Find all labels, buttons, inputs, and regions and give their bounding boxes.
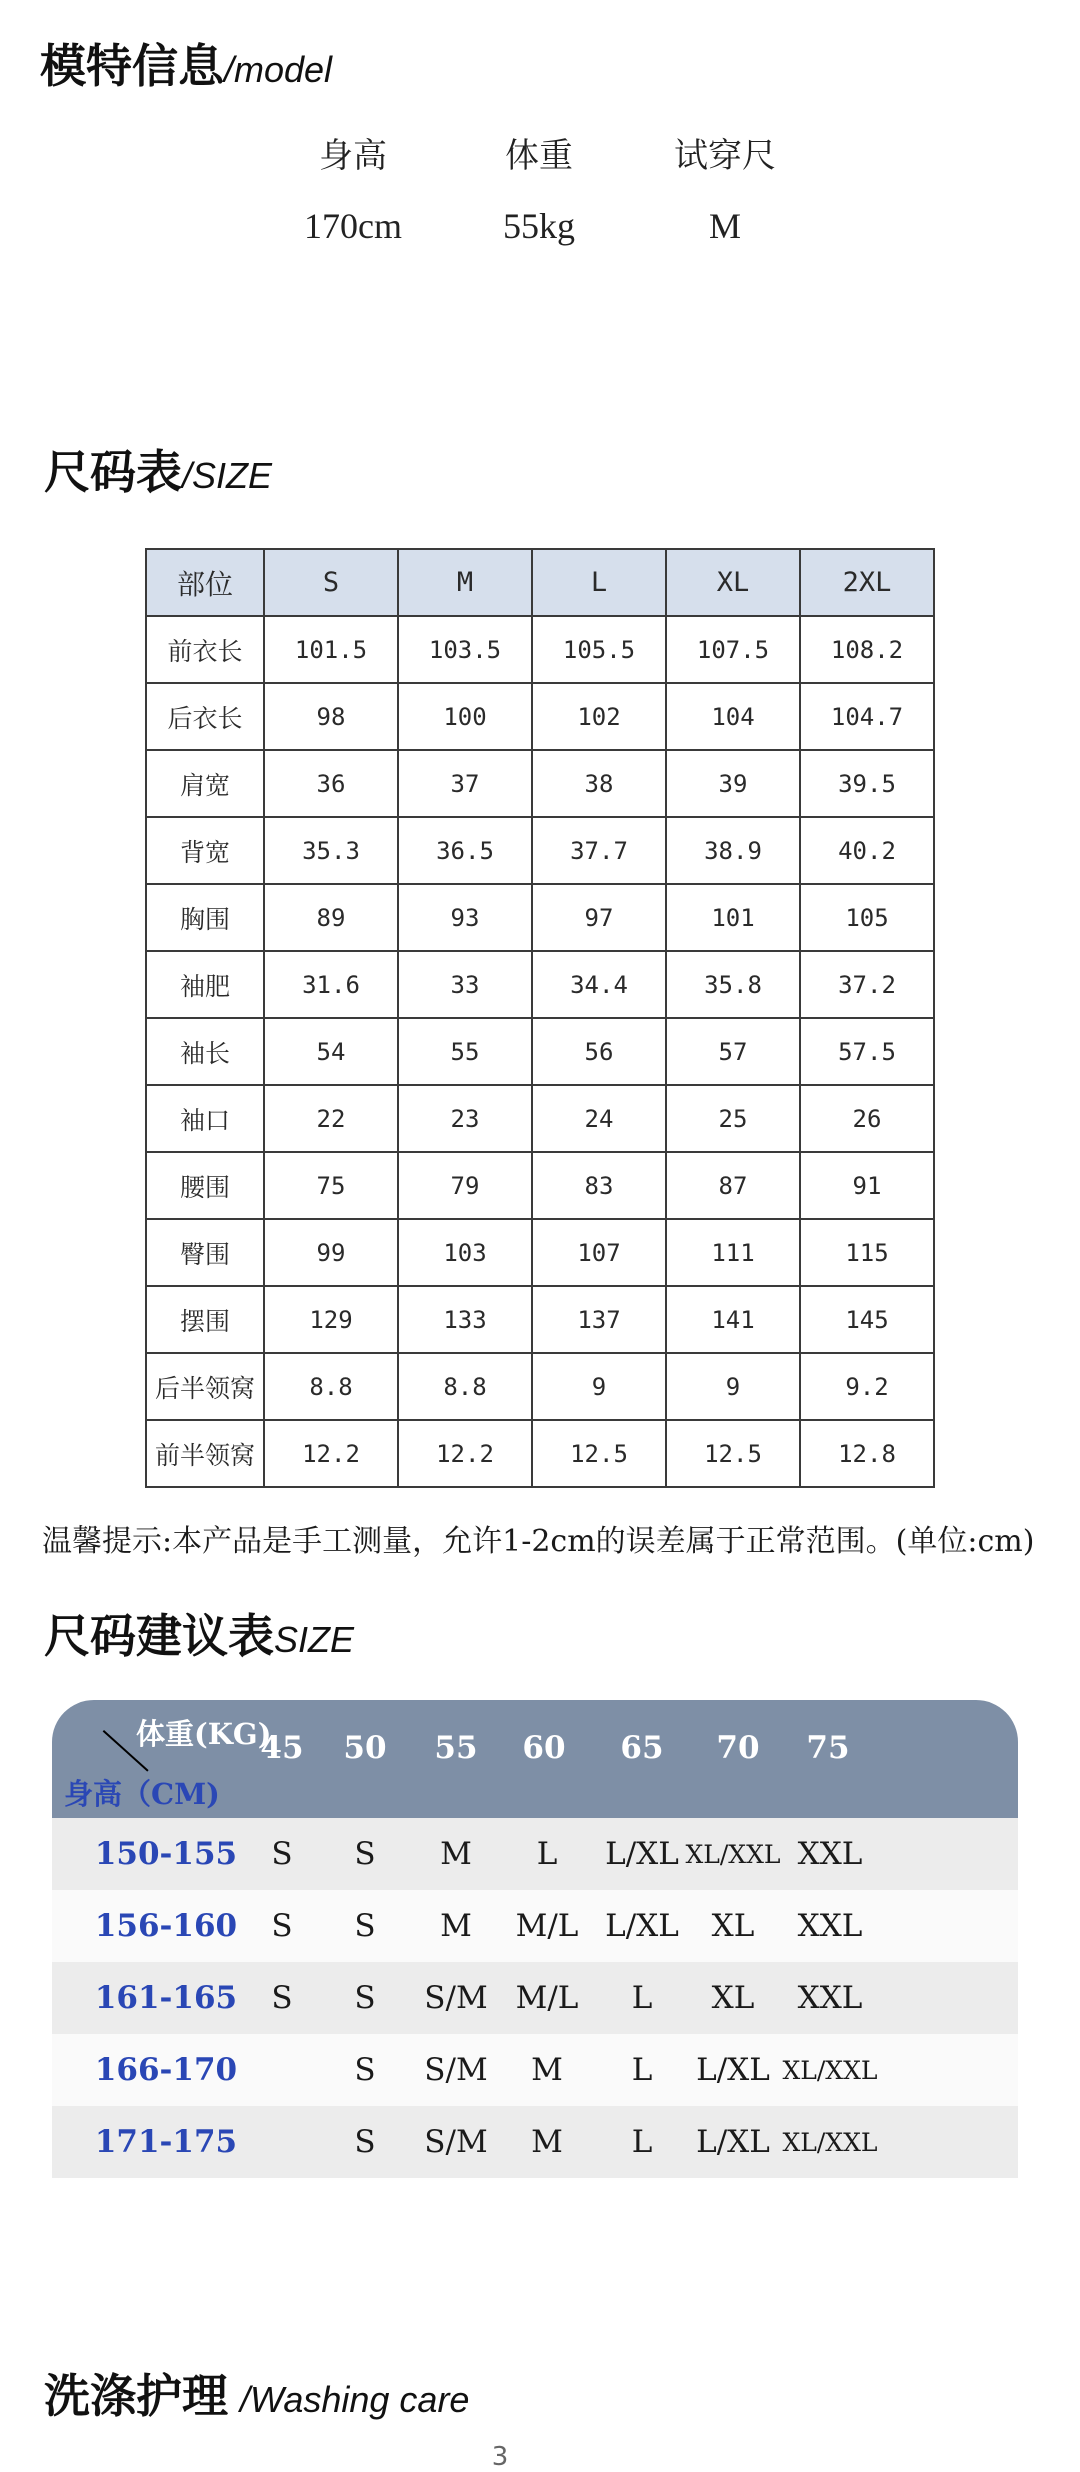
- recommendation-title: [44, 1600, 354, 1666]
- table-cell: 101: [666, 884, 800, 951]
- table-cell: 31.6: [264, 951, 398, 1018]
- table-cell: 87: [666, 1152, 800, 1219]
- table-cell: 35.8: [666, 951, 800, 1018]
- table-cell: 137: [532, 1286, 666, 1353]
- table-cell: 103: [398, 1219, 532, 1286]
- row-label: 袖口: [146, 1085, 264, 1152]
- table-cell: 12.8: [800, 1420, 934, 1487]
- recommended-size-cell: M: [440, 1836, 472, 1872]
- table-row: [146, 683, 934, 750]
- table-cell: 8.8: [264, 1353, 398, 1420]
- table-cell: 100: [398, 683, 532, 750]
- table-cell: 115: [800, 1219, 934, 1286]
- recommended-size-cell: S: [271, 1908, 293, 1944]
- table-cell: 36.5: [398, 817, 532, 884]
- height-range-label: 150-155: [94, 1836, 238, 1872]
- recommendation-table: [52, 1700, 1018, 2178]
- table-cell: 101.5: [264, 616, 398, 683]
- recommended-size-cell: XL/XXL: [782, 2056, 878, 2085]
- table-cell: 105: [800, 884, 934, 951]
- recommended-size-cell: S: [354, 1908, 376, 1944]
- size-chart-title-cn: 尺码表: [44, 445, 182, 499]
- size-chart-title-en: /SIZE: [182, 455, 273, 496]
- recommendation-title-cn: 尺码建议表: [44, 1609, 274, 1663]
- row-label: 臀围: [146, 1219, 264, 1286]
- row-label: 前衣长: [146, 616, 264, 683]
- table-cell: 39.5: [800, 750, 934, 817]
- weight-column-header: 50: [343, 1730, 387, 1766]
- model-label-weight: 体重: [505, 136, 573, 176]
- model-section-title: [40, 30, 332, 96]
- table-cell: 89: [264, 884, 398, 951]
- table-cell: 12.2: [264, 1420, 398, 1487]
- table-row: [52, 1962, 1018, 2034]
- size-chart-table: [145, 548, 935, 1488]
- table-cell: 40.2: [800, 817, 934, 884]
- table-cell: 107: [532, 1219, 666, 1286]
- table-cell: 37.7: [532, 817, 666, 884]
- recommended-size-cell: S: [354, 2124, 376, 2160]
- weight-column-header: 75: [806, 1730, 850, 1766]
- model-label-size: 试穿尺: [674, 136, 776, 176]
- recommended-size-cell: M: [531, 2052, 563, 2088]
- column-header-size: L: [532, 549, 666, 616]
- table-cell: 105.5: [532, 616, 666, 683]
- weight-column-header: 65: [620, 1730, 664, 1766]
- washing-care-title: [44, 2360, 469, 2426]
- row-label: 腰围: [146, 1152, 264, 1219]
- table-row: [52, 2034, 1018, 2106]
- table-cell: 22: [264, 1085, 398, 1152]
- table-cell: 57.5: [800, 1018, 934, 1085]
- table-cell: 75: [264, 1152, 398, 1219]
- table-cell: 54: [264, 1018, 398, 1085]
- table-row: [146, 884, 934, 951]
- model-value-size: M: [708, 206, 741, 246]
- recommended-size-cell: S/M: [424, 2124, 488, 2160]
- model-value-height: 170cm: [304, 206, 402, 246]
- recommended-size-cell: XL: [711, 1980, 755, 2016]
- row-label: 摆围: [146, 1286, 264, 1353]
- recommended-size-cell: XXL: [797, 1908, 863, 1944]
- table-row: [146, 1286, 934, 1353]
- table-cell: 102: [532, 683, 666, 750]
- recommended-size-cell: S/M: [424, 2052, 488, 2088]
- row-label: 后半领窝: [146, 1353, 264, 1420]
- table-cell: 33: [398, 951, 532, 1018]
- column-header-size: 2XL: [800, 549, 934, 616]
- washing-title-en: /Washing care: [240, 2379, 470, 2420]
- model-title-en: /model: [224, 49, 333, 90]
- recommended-size-cell: S: [271, 1980, 293, 2016]
- recommended-size-cell: S: [354, 1836, 376, 1872]
- weight-column-header: 55: [434, 1730, 478, 1766]
- table-cell: 12.5: [532, 1420, 666, 1487]
- page-number: 3: [491, 2442, 509, 2472]
- recommended-size-cell: M/L: [515, 1980, 579, 2016]
- table-row: [146, 1152, 934, 1219]
- table-cell: 99: [264, 1219, 398, 1286]
- table-cell: 35.3: [264, 817, 398, 884]
- recommended-size-cell: M: [531, 2124, 563, 2160]
- recommended-size-cell: L: [631, 2124, 653, 2160]
- recommended-size-cell: XXL: [797, 1836, 863, 1872]
- recommended-size-cell: XXL: [797, 1980, 863, 2016]
- weight-axis-label: 体重(KG): [136, 1717, 272, 1751]
- size-chart-title: [44, 436, 272, 502]
- row-label: 后衣长: [146, 683, 264, 750]
- table-cell: 38.9: [666, 817, 800, 884]
- model-title-cn: 模特信息: [40, 39, 224, 93]
- table-cell: 83: [532, 1152, 666, 1219]
- measurement-tip: 温馨提示:本产品是手工测量，允许1-2cm的误差属于正常范围。(单位:cm): [42, 1524, 1035, 1559]
- table-cell: 37.2: [800, 951, 934, 1018]
- recommended-size-cell: XL/XXL: [685, 1840, 781, 1869]
- table-cell: 104: [666, 683, 800, 750]
- recommended-size-cell: L: [631, 2052, 653, 2088]
- table-cell: 91: [800, 1152, 934, 1219]
- column-header-part: 部位: [146, 549, 264, 616]
- table-cell: 108.2: [800, 616, 934, 683]
- table-row: [146, 1353, 934, 1420]
- table-row: [52, 2106, 1018, 2178]
- table-row: [52, 1818, 1018, 1890]
- table-cell: 93: [398, 884, 532, 951]
- table-cell: 104.7: [800, 683, 934, 750]
- table-cell: 57: [666, 1018, 800, 1085]
- recommended-size-cell: L/XL: [696, 2052, 770, 2088]
- row-label: 背宽: [146, 817, 264, 884]
- recommended-size-cell: M: [440, 1908, 472, 1944]
- table-cell: 133: [398, 1286, 532, 1353]
- recommended-size-cell: L/XL: [696, 2124, 770, 2160]
- recommended-size-cell: L: [536, 1836, 558, 1872]
- column-header-size: M: [398, 549, 532, 616]
- table-row: [52, 1890, 1018, 1962]
- table-cell: 129: [264, 1286, 398, 1353]
- table-cell: 141: [666, 1286, 800, 1353]
- recommended-size-cell: XL: [711, 1908, 755, 1944]
- table-cell: 97: [532, 884, 666, 951]
- model-value-weight: 55kg: [503, 206, 575, 246]
- table-cell: 107.5: [666, 616, 800, 683]
- table-cell: 145: [800, 1286, 934, 1353]
- recommended-size-cell: L/XL: [605, 1908, 679, 1944]
- recommended-size-cell: S: [271, 1836, 293, 1872]
- table-cell: 39: [666, 750, 800, 817]
- table-cell: 24: [532, 1085, 666, 1152]
- row-label: 肩宽: [146, 750, 264, 817]
- table-cell: 12.2: [398, 1420, 532, 1487]
- table-cell: 9: [532, 1353, 666, 1420]
- weight-column-header: 60: [522, 1730, 566, 1766]
- height-range-label: 156-160: [94, 1908, 238, 1944]
- recommended-size-cell: XL/XXL: [782, 2128, 878, 2157]
- row-label: 胸围: [146, 884, 264, 951]
- table-cell: 9.2: [800, 1353, 934, 1420]
- recommended-size-cell: L: [631, 1980, 653, 2016]
- table-cell: 25: [666, 1085, 800, 1152]
- row-label: 袖长: [146, 1018, 264, 1085]
- recommended-size-cell: S: [354, 1980, 376, 2016]
- model-label-height: 身高: [319, 136, 387, 176]
- table-cell: 36: [264, 750, 398, 817]
- table-row: [146, 1420, 934, 1487]
- washing-title-cn: 洗涤护理: [44, 2369, 228, 2423]
- column-header-size: XL: [666, 549, 800, 616]
- height-range-label: 171-175: [94, 2124, 238, 2160]
- table-cell: 8.8: [398, 1353, 532, 1420]
- table-cell: 37: [398, 750, 532, 817]
- height-range-label: 166-170: [94, 2052, 238, 2088]
- weight-column-header: 45: [260, 1730, 304, 1766]
- table-cell: 103.5: [398, 616, 532, 683]
- table-row: [146, 951, 934, 1018]
- row-label: 袖肥: [146, 951, 264, 1018]
- table-cell: 55: [398, 1018, 532, 1085]
- table-cell: 12.5: [666, 1420, 800, 1487]
- table-row: [146, 750, 934, 817]
- recommended-size-cell: M/L: [515, 1908, 579, 1944]
- row-label: 前半领窝: [146, 1420, 264, 1487]
- table-cell: 9: [666, 1353, 800, 1420]
- table-row: [146, 1085, 934, 1152]
- recommended-size-cell: L/XL: [605, 1836, 679, 1872]
- recommended-size-cell: S: [354, 2052, 376, 2088]
- recommendation-title-en: SIZE: [274, 1619, 355, 1660]
- table-row: [146, 817, 934, 884]
- model-info-grid: [260, 128, 820, 247]
- recommendation-header: [52, 1700, 1018, 1818]
- table-cell: 79: [398, 1152, 532, 1219]
- height-axis-label: 身高（CM): [64, 1777, 220, 1811]
- weight-column-header: 70: [716, 1730, 760, 1766]
- table-cell: 98: [264, 683, 398, 750]
- table-cell: 26: [800, 1085, 934, 1152]
- table-row: [146, 1219, 934, 1286]
- table-cell: 34.4: [532, 951, 666, 1018]
- table-cell: 111: [666, 1219, 800, 1286]
- table-row: [146, 616, 934, 683]
- table-cell: 56: [532, 1018, 666, 1085]
- table-row: [146, 1018, 934, 1085]
- table-cell: 38: [532, 750, 666, 817]
- recommended-size-cell: S/M: [424, 1980, 488, 2016]
- column-header-size: S: [264, 549, 398, 616]
- height-range-label: 161-165: [94, 1980, 238, 2016]
- table-cell: 23: [398, 1085, 532, 1152]
